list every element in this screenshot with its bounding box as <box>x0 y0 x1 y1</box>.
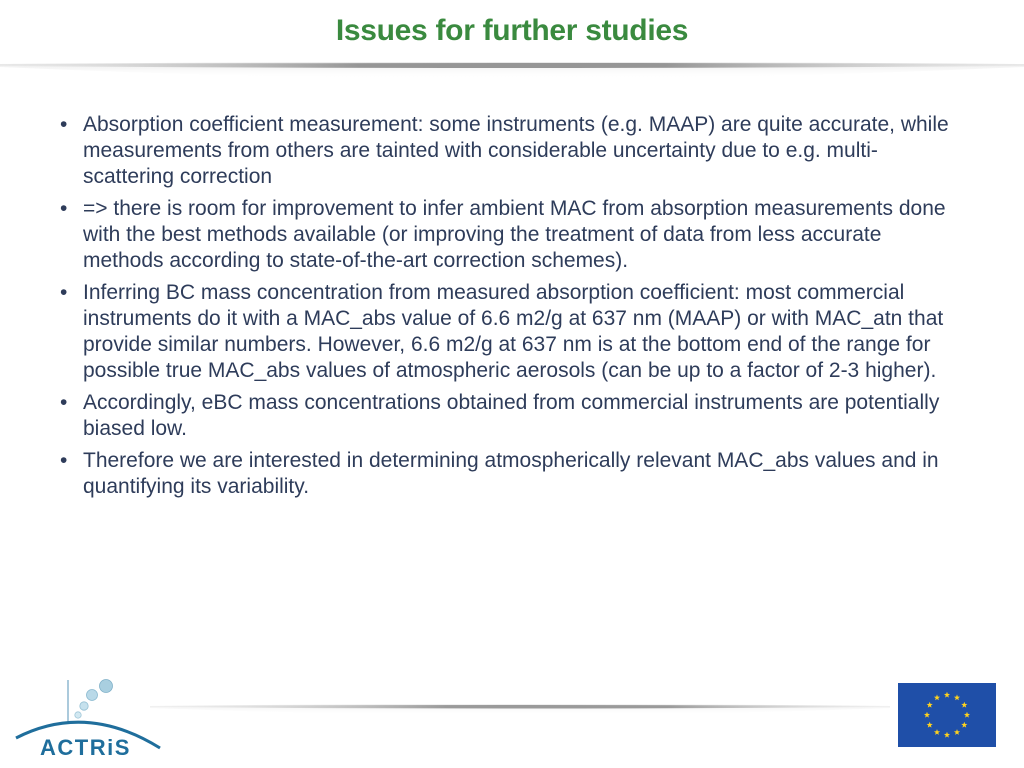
list-item <box>58 448 958 500</box>
logo-bubble <box>75 712 81 718</box>
list-item <box>58 112 958 190</box>
actris-logo <box>12 676 162 760</box>
logo-bubble <box>100 680 113 693</box>
bullet-text: Accordingly, eBC mass concentrations obtained from commercial instruments are potentially biased low. <box>83 391 940 440</box>
logo-bubble <box>87 690 98 701</box>
top-divider-swoosh <box>0 60 1024 96</box>
bullet-text: Inferring BC mass concentration from measured absorption coefficient: most commercial instruments do it with a MAC_abs value of 6.6 m2/g at 637 nm (MAAP) or with MAC_atn that provide similar numbers. However, 6.6 m2/g at 637 nm is at the bottom end of the range for possible true MAC_abs values of atmospheric aerosols (can be up to a factor of 2-3 higher). <box>83 281 944 382</box>
logo-bubble <box>80 702 88 710</box>
bullet-marker: • <box>60 197 68 220</box>
eu-flag-icon <box>898 683 996 747</box>
bullet-text: => there is room for improvement to infer ambient MAC from absorption measurements done with the best methods available (or improving the treatment of data from less accurate methods according to state-of-the-art correction schemes). <box>83 197 946 272</box>
bullet-text: Absorption coefficient measurement: some instruments (e.g. MAAP) are quite accurate, while measurements from others are tainted with considerable uncertainty due to e.g. multi-scattering correction <box>83 113 949 188</box>
list-item <box>58 390 958 442</box>
bottom-divider-swoosh <box>150 700 890 722</box>
list-item <box>58 196 958 274</box>
bullet-marker: • <box>60 281 68 304</box>
list-item <box>58 280 958 384</box>
bullet-list <box>58 112 958 506</box>
actris-wordmark: ACTRiS <box>40 735 131 760</box>
bullet-marker: • <box>60 391 68 414</box>
bullet-marker: • <box>60 449 68 472</box>
slide-title: Issues for further studies <box>335 14 689 47</box>
bullet-marker: • <box>60 113 68 136</box>
bullet-text: Therefore we are interested in determining atmospherically relevant MAC_abs values and in quantifying its variability. <box>83 449 939 498</box>
